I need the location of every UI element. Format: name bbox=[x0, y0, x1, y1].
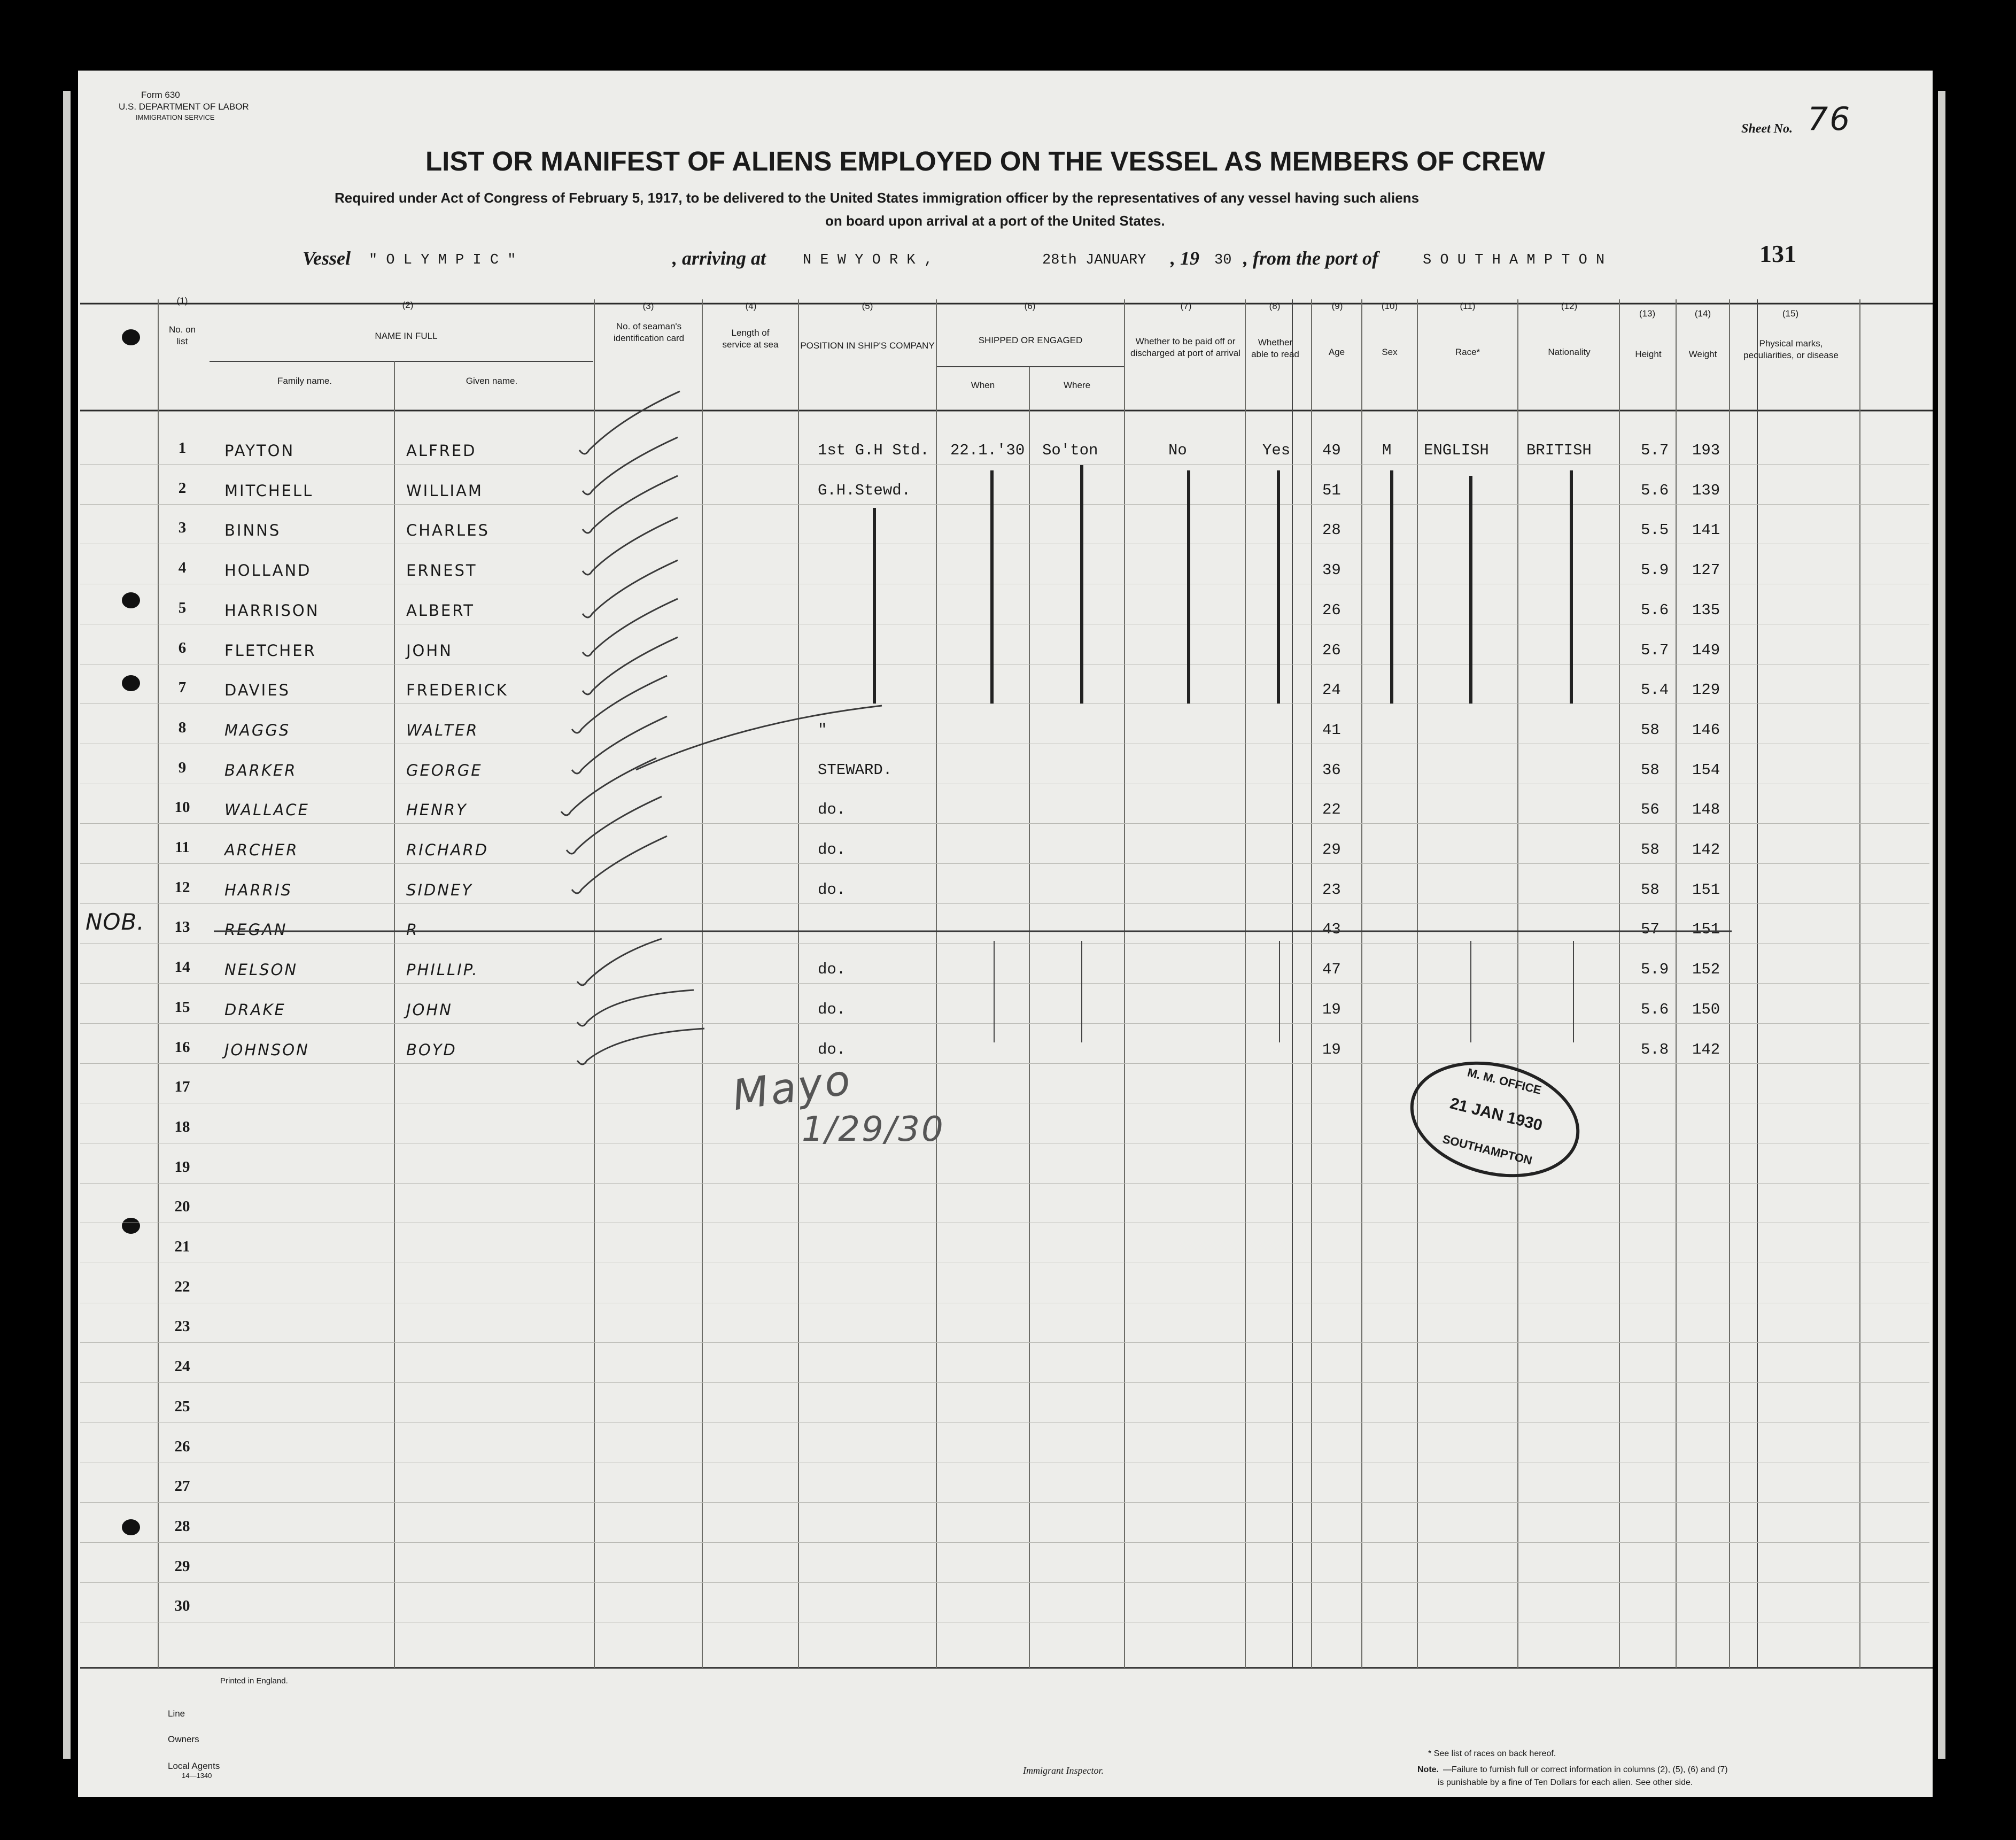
given-name: GEORGE bbox=[406, 761, 483, 779]
col13-header: Height bbox=[1635, 349, 1662, 359]
family-name: HOLLAND bbox=[224, 561, 312, 579]
col11-num: (11) bbox=[1460, 301, 1476, 311]
height: 5.6 bbox=[1641, 601, 1669, 619]
given-name: ALBERT bbox=[406, 601, 475, 620]
weight: 139 bbox=[1692, 482, 1720, 499]
arriving-port: N E W Y O R K , bbox=[803, 252, 933, 268]
weight: 142 bbox=[1692, 841, 1720, 859]
age: 47 bbox=[1322, 961, 1341, 978]
note-label: Note. bbox=[1417, 1765, 1439, 1774]
able-to-read: Yes bbox=[1262, 442, 1291, 459]
row-number: 28 bbox=[174, 1518, 190, 1535]
sheet-label: Sheet No. bbox=[1741, 122, 1793, 136]
vessel-name: " O L Y M P I C " bbox=[369, 252, 516, 268]
row-number: 18 bbox=[174, 1118, 190, 1135]
row-number: 24 bbox=[174, 1358, 190, 1375]
given-name: PHILLIP. bbox=[406, 961, 479, 979]
row-number: 9 bbox=[178, 759, 187, 776]
agents-code: 14—1340 bbox=[182, 1772, 212, 1780]
given-name: RICHARD bbox=[406, 841, 489, 859]
department: U.S. DEPARTMENT OF LABOR bbox=[119, 102, 249, 112]
row-number: 19 bbox=[174, 1158, 190, 1176]
family-name: FLETCHER bbox=[224, 641, 316, 660]
vessel-label: Vessel bbox=[303, 248, 351, 269]
page-number: 131 bbox=[1759, 240, 1796, 267]
height: 58 bbox=[1641, 761, 1660, 779]
printed-in: Printed in England. bbox=[220, 1676, 288, 1686]
age: 41 bbox=[1322, 721, 1341, 739]
position: do. bbox=[818, 1001, 846, 1018]
position: " bbox=[818, 721, 827, 739]
stamp-date: 21 JAN 1930 bbox=[1448, 1094, 1545, 1135]
col15-num: (15) bbox=[1782, 308, 1799, 319]
given-name: R bbox=[406, 921, 419, 939]
family-name: MITCHELL bbox=[224, 482, 314, 500]
age: 24 bbox=[1322, 681, 1341, 699]
family-name: BINNS bbox=[224, 521, 281, 539]
col9-num: (9) bbox=[1331, 301, 1343, 311]
family-name: REGAN bbox=[224, 921, 288, 939]
weight: 127 bbox=[1692, 561, 1720, 579]
row-number: 5 bbox=[178, 599, 187, 616]
row-number: 8 bbox=[178, 719, 187, 736]
arrival-date: 28th JANUARY bbox=[1042, 252, 1146, 268]
col8-num: (8) bbox=[1269, 301, 1281, 311]
shipped-where: So'ton bbox=[1042, 442, 1098, 459]
given-name-header: Given name. bbox=[466, 376, 518, 386]
height: 56 bbox=[1641, 801, 1660, 818]
row-number: 15 bbox=[174, 999, 190, 1016]
row-number: 17 bbox=[174, 1078, 190, 1095]
height: 5.4 bbox=[1641, 681, 1669, 699]
family-name-header: Family name. bbox=[277, 376, 332, 386]
given-name: ALFRED bbox=[406, 442, 477, 460]
inspector-label: Immigrant Inspector. bbox=[1023, 1765, 1104, 1776]
height: 5.6 bbox=[1641, 482, 1669, 499]
row-number: 10 bbox=[174, 799, 190, 816]
manifest-subtitle: Required under Act of Congress of February 5, 1917, to be delivered to the United States immigration officer by the representatives of any vessel having such aliens bbox=[335, 190, 1420, 206]
age: 23 bbox=[1322, 881, 1341, 899]
service: IMMIGRATION SERVICE bbox=[136, 113, 215, 121]
row-number: 16 bbox=[174, 1039, 190, 1056]
family-name: PAYTON bbox=[224, 442, 295, 460]
given-name: FREDERICK bbox=[406, 681, 508, 699]
family-name: JOHNSON bbox=[224, 1041, 309, 1059]
age: 39 bbox=[1322, 561, 1341, 579]
family-name: DAVIES bbox=[224, 681, 290, 699]
col6-header: SHIPPED OR ENGAGED bbox=[978, 335, 1083, 345]
weight: 151 bbox=[1692, 881, 1720, 899]
col4-header: Length of service at sea bbox=[722, 328, 779, 350]
nob-annotation: NOB. bbox=[86, 909, 145, 935]
position: 1st G.H Std. bbox=[818, 442, 929, 459]
agents-label: Local Agents bbox=[168, 1761, 220, 1771]
height: 58 bbox=[1641, 721, 1660, 739]
col3-header: No. of seaman's identification card bbox=[613, 321, 685, 343]
given-name: HENRY bbox=[406, 801, 468, 819]
col1-header: No. on list bbox=[168, 324, 196, 346]
age: 36 bbox=[1322, 761, 1341, 779]
row-number: 13 bbox=[174, 918, 190, 936]
family-name: MAGGS bbox=[224, 721, 291, 739]
family-name: ARCHER bbox=[224, 841, 299, 859]
stamp-bottom-text: SOUTHAMPTON bbox=[1441, 1132, 1534, 1168]
col5-num: (5) bbox=[862, 301, 873, 311]
col14-num: (14) bbox=[1694, 308, 1711, 319]
col6-num: (6) bbox=[1024, 301, 1036, 311]
nationality: BRITISH bbox=[1526, 442, 1592, 459]
family-name: BARKER bbox=[224, 761, 297, 779]
weight: 146 bbox=[1692, 721, 1720, 739]
form-number: Form 630 bbox=[141, 90, 180, 100]
sheet-number: 76 bbox=[1808, 100, 1852, 138]
col10-header: Sex bbox=[1382, 347, 1398, 357]
position: do. bbox=[818, 961, 846, 978]
height: 57 bbox=[1641, 921, 1660, 938]
weight: 141 bbox=[1692, 521, 1720, 539]
age: 28 bbox=[1322, 521, 1341, 539]
races-note: * See list of races on back hereof. bbox=[1428, 1749, 1556, 1758]
weight: 142 bbox=[1692, 1041, 1720, 1058]
row-number: 2 bbox=[178, 480, 187, 497]
height: 5.6 bbox=[1641, 1001, 1669, 1018]
col9-header: Age bbox=[1328, 347, 1345, 357]
where-header: Where bbox=[1063, 380, 1091, 390]
col10-num: (10) bbox=[1381, 301, 1398, 311]
weight: 150 bbox=[1692, 1001, 1720, 1018]
height: 5.7 bbox=[1641, 641, 1669, 659]
arriving-label: , arriving at bbox=[672, 248, 766, 269]
row-number: 26 bbox=[174, 1438, 190, 1455]
when-header: When bbox=[971, 380, 995, 390]
year-prefix: , 19 bbox=[1170, 248, 1199, 269]
weight: 148 bbox=[1692, 801, 1720, 818]
age: 51 bbox=[1322, 482, 1341, 499]
row-number: 3 bbox=[178, 519, 187, 536]
row-number: 20 bbox=[174, 1198, 190, 1215]
given-name: CHARLES bbox=[406, 521, 490, 539]
height: 5.5 bbox=[1641, 521, 1669, 539]
age: 43 bbox=[1322, 921, 1341, 938]
stamp-top-text: M. M. OFFICE bbox=[1466, 1065, 1543, 1097]
given-name: JOHN bbox=[406, 1001, 453, 1019]
age: 26 bbox=[1322, 641, 1341, 659]
family-name: NELSON bbox=[224, 961, 298, 979]
note-text-2: is punishable by a fine of Ten Dollars for each alien. See other side. bbox=[1438, 1778, 1693, 1787]
col12-num: (12) bbox=[1561, 301, 1578, 311]
col14-header: Weight bbox=[1688, 349, 1717, 359]
weight: 152 bbox=[1692, 961, 1720, 978]
row-number: 12 bbox=[174, 879, 190, 896]
arrival-year: 30 bbox=[1214, 252, 1232, 268]
position: STEWARD. bbox=[818, 761, 893, 779]
given-name: ERNEST bbox=[406, 561, 477, 579]
note-text: —Failure to furnish full or correct information in columns (2), (5), (6) and (7) bbox=[1443, 1765, 1728, 1774]
col7-num: (7) bbox=[1180, 301, 1192, 311]
position: do. bbox=[818, 881, 846, 899]
paid-off: No bbox=[1168, 442, 1187, 459]
weight: 193 bbox=[1692, 442, 1720, 459]
given-name: WILLIAM bbox=[406, 482, 483, 500]
age: 29 bbox=[1322, 841, 1341, 859]
age: 19 bbox=[1322, 1041, 1341, 1058]
row-number: 29 bbox=[174, 1558, 190, 1575]
age: 49 bbox=[1322, 442, 1341, 459]
height: 5.7 bbox=[1641, 442, 1669, 459]
from-port: S O U T H A M P T O N bbox=[1423, 252, 1605, 268]
col11-header: Race* bbox=[1455, 347, 1480, 357]
age: 22 bbox=[1322, 801, 1341, 818]
height: 5.8 bbox=[1641, 1041, 1669, 1058]
col4-num: (4) bbox=[745, 301, 757, 311]
position: do. bbox=[818, 841, 846, 859]
row-number: 25 bbox=[174, 1398, 190, 1415]
age: 19 bbox=[1322, 1001, 1341, 1018]
owners-label: Owners bbox=[168, 1734, 199, 1744]
family-name: WALLACE bbox=[224, 801, 309, 819]
col2-num: (2) bbox=[402, 300, 414, 310]
inspector-date: 1/29/30 bbox=[802, 1110, 945, 1149]
height: 5.9 bbox=[1641, 961, 1669, 978]
row-number: 30 bbox=[174, 1597, 190, 1614]
manifest-subtitle-2: on board upon arrival at a port of the United States. bbox=[825, 213, 1165, 229]
family-name: DRAKE bbox=[224, 1001, 286, 1019]
row-number: 7 bbox=[178, 679, 187, 696]
weight: 135 bbox=[1692, 601, 1720, 619]
sex: M bbox=[1382, 442, 1392, 459]
col5-header: POSITION IN SHIP'S COMPANY bbox=[800, 341, 935, 351]
inspector-signature: Mayo bbox=[729, 1055, 856, 1120]
position: do. bbox=[818, 1041, 846, 1058]
row-number: 21 bbox=[174, 1238, 190, 1255]
given-name: SIDNEY bbox=[406, 881, 474, 899]
row-number: 23 bbox=[174, 1318, 190, 1335]
col7-header: Whether to be paid off or discharged at port of arrival bbox=[1130, 336, 1240, 358]
position: do. bbox=[818, 801, 846, 818]
race: ENGLISH bbox=[1424, 442, 1489, 459]
row-number: 1 bbox=[178, 439, 187, 457]
col15-header: Physical marks, peculiarities, or disease bbox=[1743, 338, 1839, 360]
family-name: HARRIS bbox=[224, 881, 292, 899]
given-name: WALTER bbox=[406, 721, 479, 739]
position: G.H.Stewd. bbox=[818, 482, 911, 499]
weight: 151 bbox=[1692, 921, 1720, 938]
age: 26 bbox=[1322, 601, 1341, 619]
row-number: 11 bbox=[175, 839, 190, 856]
row-number: 27 bbox=[174, 1478, 190, 1495]
col12-header: Nationality bbox=[1548, 347, 1591, 357]
col13-num: (13) bbox=[1639, 308, 1656, 319]
given-name: JOHN bbox=[406, 641, 453, 660]
manifest-title: LIST OR MANIFEST OF ALIENS EMPLOYED ON THE VESSEL AS MEMBERS OF CREW bbox=[425, 146, 1545, 176]
height: 5.9 bbox=[1641, 561, 1669, 579]
weight: 149 bbox=[1692, 641, 1720, 659]
weight: 154 bbox=[1692, 761, 1720, 779]
from-label: , from the port of bbox=[1243, 248, 1379, 269]
col3-num: (3) bbox=[642, 301, 654, 311]
row-number: 4 bbox=[178, 559, 187, 576]
given-name: BOYD bbox=[406, 1041, 457, 1059]
col2-header: NAME IN FULL bbox=[375, 331, 438, 341]
weight: 129 bbox=[1692, 681, 1720, 699]
shipped-when: 22.1.'30 bbox=[950, 442, 1025, 459]
family-name: HARRISON bbox=[224, 601, 320, 620]
row-number: 14 bbox=[174, 958, 190, 976]
row-number: 22 bbox=[174, 1278, 190, 1295]
col1-num: (1) bbox=[176, 296, 188, 306]
row-number: 6 bbox=[178, 639, 187, 656]
col8-header: Whether able to read bbox=[1251, 337, 1299, 359]
height: 58 bbox=[1641, 881, 1660, 899]
height: 58 bbox=[1641, 841, 1660, 859]
line-label: Line bbox=[168, 1708, 185, 1719]
